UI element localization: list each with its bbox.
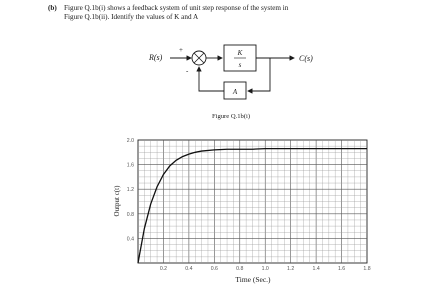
feedback-path-return <box>199 67 224 91</box>
y-tick-label: 2.0 <box>126 138 134 144</box>
x-axis-label: Time (Sec.) <box>235 275 271 284</box>
x-tick-label: 0.4 <box>185 266 193 272</box>
question-label: (b) <box>48 4 57 12</box>
x-tick-label: 0.6 <box>210 266 218 272</box>
output-label: C(s) <box>299 54 313 63</box>
grid-lines <box>138 140 367 263</box>
y-tick-label: 1.6 <box>126 162 134 169</box>
feedback-block <box>224 82 246 99</box>
x-tick-label: 1.6 <box>337 266 346 272</box>
step-response-chart <box>113 138 371 284</box>
x-tick-labels <box>160 266 371 272</box>
y-tick-label: 1.2 <box>126 187 134 194</box>
feedback-label: A <box>232 88 238 96</box>
x-tick-label: 1.8 <box>363 266 371 272</box>
y-axis-label: Output c(t) <box>113 185 121 217</box>
block-diagram <box>148 45 313 120</box>
x-tick-label: 0.8 <box>236 266 244 272</box>
forward-numerator: K <box>237 49 243 57</box>
y-tick-label: 0.4 <box>126 236 134 243</box>
x-tick-label: 1.2 <box>287 266 295 272</box>
y-tick-labels <box>127 138 134 242</box>
question-line-1: Figure Q.1b(i) shows a feedback system of unit step response of the system in <box>64 4 289 12</box>
summing-junction <box>192 51 206 65</box>
x-tick-label: 1.0 <box>261 266 269 272</box>
figure-caption: Figure Q.1b(i) <box>211 113 251 120</box>
x-tick-label: 0.2 <box>159 266 168 272</box>
question-line-2: Figure Q.1b(ii). Identify the values of K and A <box>64 13 199 21</box>
minus-sign: - <box>186 67 189 75</box>
y-tick-label: 0.8 <box>126 211 134 218</box>
forward-block <box>224 45 256 71</box>
input-label: R(s) <box>149 53 163 62</box>
forward-denominator: s <box>238 61 242 69</box>
x-tick-label: 1.4 <box>312 266 320 272</box>
plus-sign: + <box>179 46 183 54</box>
